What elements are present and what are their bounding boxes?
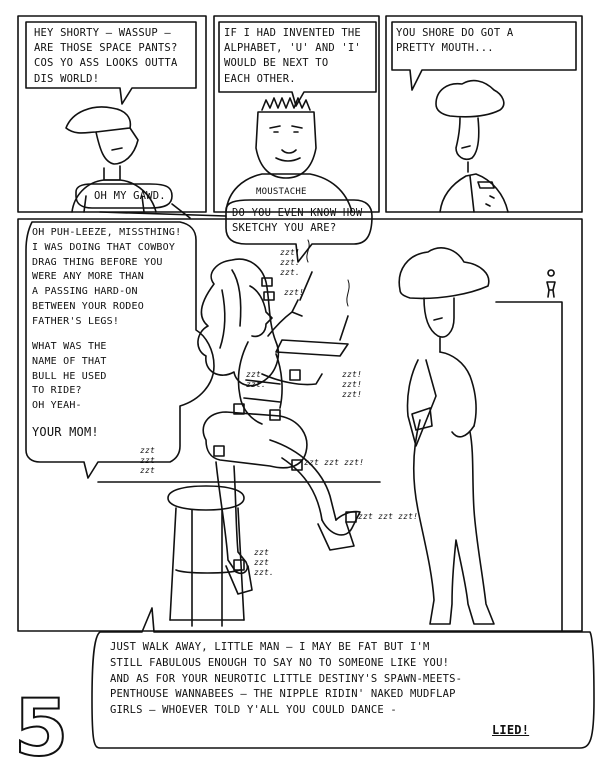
panel-1-speech: HEY SHORTY — WASSUP — ARE THOSE SPACE PANTS? COS YO ASS LOOKS OUTTA DIS WORLD! xyxy=(34,27,178,85)
zzt-sfx-g: zzt zzt zzt! xyxy=(358,512,419,521)
panel-5-emphasis: LIED! xyxy=(492,723,530,737)
zzt-sfx-b: zzt! xyxy=(284,288,305,297)
page-number: 5 xyxy=(14,684,69,774)
zzt-sfx-c: zzt! zzt! zzt! xyxy=(342,370,363,399)
panel-5-speech: JUST WALK AWAY, LITTLE MAN — I MAY BE FAT BUT I'M STILL FABULOUS ENOUGH TO SAY NO TO SOMEONE LIKE YOU! AND AS FOR YOUR NEUROTIC LITTLE DESTINY'S SPAWN-MEETS- PENTHOUSE WANNABEES — THE NIPPLE RIDIN' NAKED MUDFLAP GIRLS — WHOEVER TOLD Y'ALL YOU COULD DANCE - xyxy=(110,641,463,716)
zzt-sfx-h: zzt zzt zzt. xyxy=(254,548,275,577)
zzt-sfx-d: zzt zzt. xyxy=(246,370,267,389)
panel-4-speech: OH PUH-LEEZE, MISSTHING! I WAS DOING THAT COWBOY DRAG THING BEFORE YOU WERE ANY MORE THAN A PASSING HARD-ON BETWEEN YOUR RODEO FATHER'S LEGS! xyxy=(32,227,182,327)
restroom-sign-icon xyxy=(547,270,555,297)
panel-2-lower-speech: DO YOU EVEN KNOW HOW SKETCHY YOU ARE? xyxy=(232,207,363,235)
zzt-sfx-f: zzt zzt zzt! xyxy=(304,458,365,467)
panel-4-cowboy xyxy=(399,248,494,624)
panel-4-doorframe xyxy=(496,302,562,631)
panel-2-speech: IF I HAD INVENTED THE ALPHABET, 'U' AND 'I' WOULD BE NEXT TO EACH OTHER. xyxy=(224,27,361,85)
panel-4-speech-b: WHAT WAS THE NAME OF THAT BULL HE USED TO RIDE? OH YEAH- xyxy=(32,341,107,412)
panel-3-speech: YOU SHORE DO GOT A PRETTY MOUTH... xyxy=(396,27,514,55)
zzt-sfx-a: zzt! zzt. zzt. xyxy=(280,248,301,277)
panel-2-shirt-label: MOUSTACHE xyxy=(256,187,307,197)
panel-4-speech-c: YOUR MOM! xyxy=(32,425,99,439)
bar-stool xyxy=(168,486,244,626)
panel-3-character xyxy=(436,81,508,212)
panel-1-reply: OH MY GAWD. xyxy=(94,190,166,202)
zzt-sfx-e: zzt zzt zzt xyxy=(140,446,156,475)
